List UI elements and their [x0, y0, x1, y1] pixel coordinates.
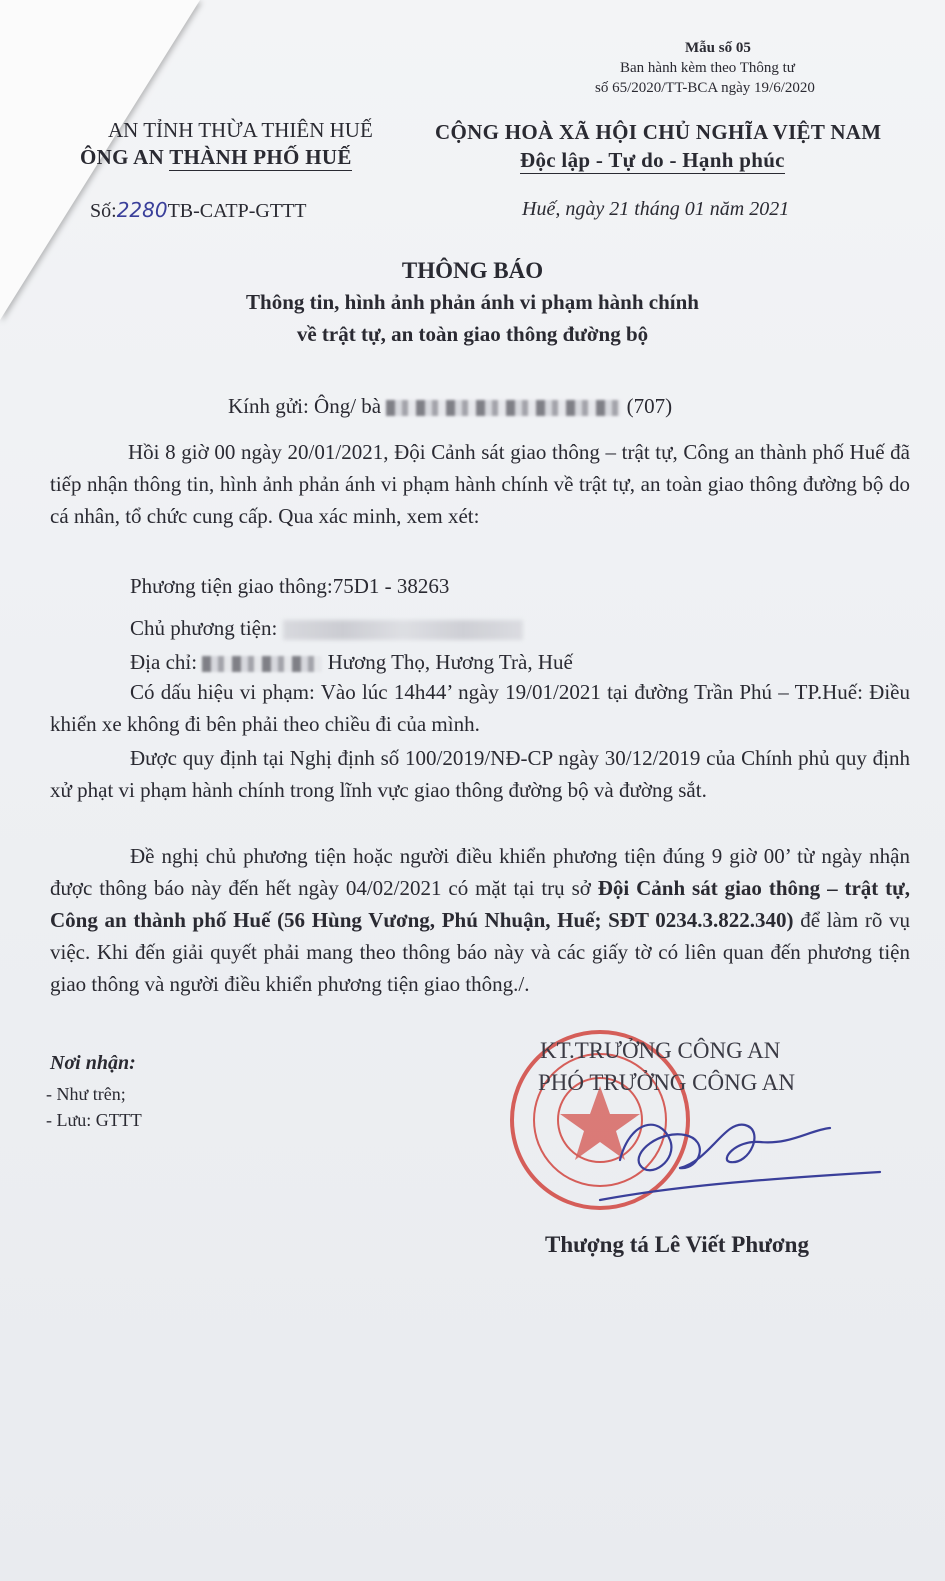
recipient-label: Kính gửi: Ông/ bà	[228, 394, 382, 418]
request-text-b: để làm rõ vụ việc. Khi đến giải quyết phải mang theo thông báo này và các giấy tờ có liên quan đến phương tiện giao thông và người điều khiển phương tiện giao thông./.	[50, 908, 910, 996]
request-text-bold: Đội Cảnh sát giao thông – trật tự, Công an thành phố Huế (56 Hùng Vương, Phú Nhuận, Huế; SĐT 0234.3.822.340)	[50, 876, 910, 932]
place-date: Huế, ngày 21 tháng 01 năm 2021	[522, 198, 790, 220]
national-motto	[520, 148, 785, 173]
distribution-title: Nơi nhận:	[50, 1052, 136, 1074]
national-title: CỘNG HOÀ XÃ HỘI CHỦ NGHĨA VIỆT NAM	[435, 120, 882, 144]
vehicle-label: Phương tiện giao thông:	[130, 574, 333, 598]
address-label: Địa chỉ:	[130, 650, 198, 674]
redacted-address	[202, 656, 322, 672]
agency-name-main: THÀNH PHỐ HUẾ	[169, 145, 352, 169]
vehicle-plate: 75D1 - 38263	[332, 574, 450, 598]
owner-label: Chủ phương tiện:	[130, 616, 278, 640]
form-number: Mẫu số 05	[685, 40, 751, 56]
number-suffix: TB-CATP-GTTT	[167, 200, 307, 222]
agency-name-prefix: ÔNG AN	[80, 145, 170, 169]
form-issued-with: Ban hành kèm theo Thông tư	[620, 60, 795, 76]
signature-role-2: PHÓ TRƯỞNG CÔNG AN	[538, 1070, 796, 1095]
national-motto-text: Độc lập - Tự do - Hạnh phúc	[520, 148, 785, 172]
signer-name: Thượng tá Lê Viết Phương	[545, 1232, 809, 1257]
redacted-owner	[283, 620, 523, 640]
address-tail: Hương Thọ, Hương Trà, Huế	[327, 650, 573, 674]
agency-name	[80, 145, 352, 170]
subject-line-1: Thông tin, hình ảnh phản ánh vi phạm hành chính	[246, 290, 699, 314]
agency-parent: AN TỈNH THỪA THIÊN HUẾ	[108, 118, 373, 142]
owner-line	[130, 612, 523, 644]
redacted-recipient	[386, 400, 621, 416]
vehicle-line	[130, 570, 449, 602]
recipient	[228, 390, 672, 422]
address-line	[130, 646, 573, 678]
handwritten-signature	[560, 1090, 890, 1220]
signature-role-1: KT.TRƯỞNG CÔNG AN	[540, 1038, 781, 1063]
intro-paragraph: Hồi 8 giờ 00 ngày 20/01/2021, Đội Cảnh sát giao thông – trật tự, Công an thành phố Huế đã tiếp nhận thông tin, hình ảnh phản ánh vi phạm hành chính về trật tự, an toàn giao thông đường bộ do cá nhân, tổ chức cung cấp. Qua xác minh, xem xét:	[50, 440, 910, 528]
distribution-item: - Lưu: GTTT	[46, 1110, 142, 1130]
recipient-suffix: (707)	[626, 394, 673, 418]
handwritten-number: 2280	[116, 198, 168, 222]
number-label: Số:	[90, 200, 117, 222]
request-paragraph	[50, 840, 910, 1000]
form-circular: số 65/2020/TT-BCA ngày 19/6/2020	[595, 80, 815, 96]
document-type: THÔNG BÁO	[401, 258, 544, 283]
document-number	[90, 198, 306, 223]
legal-basis-paragraph: Được quy định tại Nghị định số 100/2019/NĐ-CP ngày 30/12/2019 của Chính phủ quy định xử phạt vi phạm hành chính trong lĩnh vực giao thông đường bộ và đường sắt.	[50, 746, 910, 802]
request-text-a: Đề nghị chủ phương tiện hoặc người điều khiển phương tiện đúng 9 giờ 00’ từ ngày nhận được thông báo này đến hết ngày 04/02/2021 có mặt tại trụ sở	[50, 844, 910, 900]
subject-line-2: về trật tự, an toàn giao thông đường bộ	[296, 322, 649, 346]
violation-paragraph: Có dấu hiệu vi phạm: Vào lúc 14h44’ ngày 19/01/2021 tại đường Trần Phú – TP.Huế: Điều khiển xe không đi bên phải theo chiều đi của mình.	[50, 680, 910, 736]
distribution-item: - Như trên;	[46, 1084, 126, 1104]
